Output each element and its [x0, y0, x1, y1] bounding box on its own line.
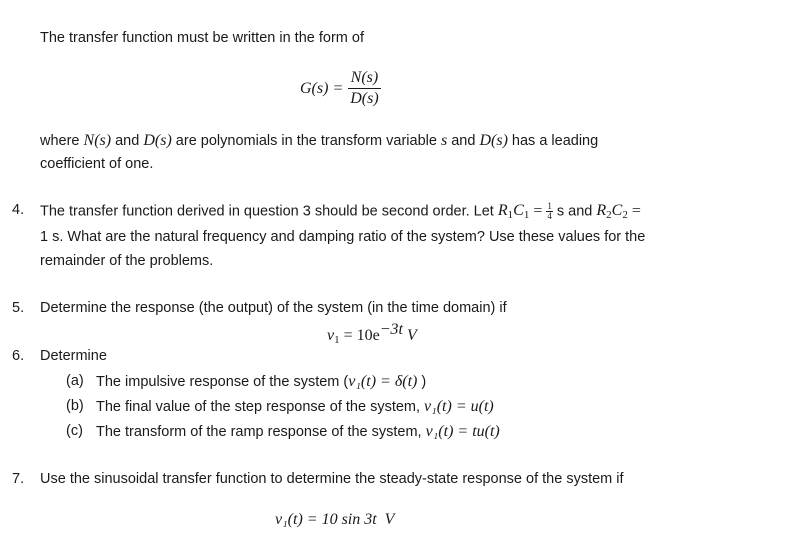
- q6-b-label: (b): [66, 398, 84, 414]
- q4-R2: R: [596, 202, 607, 220]
- q6-c-label: (c): [66, 423, 83, 439]
- where-text-2: and: [111, 133, 144, 149]
- q4-frac-den: 4: [547, 211, 552, 221]
- q4-eq-1: =: [529, 202, 547, 220]
- q4-C2-sub: 2: [622, 209, 628, 222]
- q4-C1: C: [513, 202, 524, 220]
- q4-C1-sub: 1: [523, 209, 530, 222]
- q5-eq-sub: 1: [334, 334, 340, 346]
- q6-text: Determine: [40, 348, 107, 364]
- formula-fraction: [347, 68, 381, 109]
- q5-equation: [327, 321, 417, 346]
- q6-number: 6.: [12, 348, 25, 364]
- where-text-4: and: [447, 133, 480, 149]
- q5-eq-mid: = 10e: [339, 327, 380, 344]
- intro-line-2: [40, 132, 598, 150]
- q4-R1: R: [497, 202, 508, 220]
- q6-a-math: v₁(t) = δ(t): [348, 373, 418, 390]
- q4-R2-sub: 2: [606, 209, 612, 222]
- where-text-5: has a leading: [507, 133, 599, 149]
- q6-a-item: [96, 373, 426, 391]
- q6-a-label: (a): [66, 373, 84, 389]
- formula-numerator: N(s): [348, 68, 382, 89]
- q4-line-3: remainder of the problems.: [40, 253, 214, 269]
- where-Ns: N(s): [83, 132, 112, 149]
- q5-number: 5.: [12, 300, 25, 316]
- q4-line-1: [40, 202, 641, 221]
- where-text-1: where: [40, 133, 84, 149]
- q4-C2: C: [611, 202, 623, 220]
- formula-lhs: G(s) =: [300, 79, 344, 97]
- q4-eq-2: =: [627, 202, 641, 220]
- where-Ds-2: D(s): [479, 132, 508, 149]
- q4-line-2: 1 s. What are the natural frequency and damping ratio of the system? Use these values for the: [40, 229, 646, 245]
- q6-c-math: v₁(t) = tu(t): [425, 423, 500, 440]
- q6-c-text: The transform of the ramp response of the system,: [96, 424, 426, 440]
- q4-R2C2: [596, 202, 628, 222]
- q6-b-item: [96, 398, 494, 416]
- q4-number: 4.: [12, 202, 25, 218]
- q4-frac-num: 1: [547, 201, 552, 211]
- where-s: s: [440, 132, 448, 149]
- q4-text-b: s and: [552, 203, 597, 220]
- formula-denominator: D(s): [350, 90, 379, 107]
- intro-line-3: coefficient of one.: [40, 156, 154, 172]
- where-text-3: are polynomials in the transform variable: [171, 133, 441, 149]
- q6-a-end: ): [417, 374, 427, 390]
- where-Ds: D(s): [143, 132, 172, 149]
- q6-a-text: The impulsive response of the system (: [96, 374, 349, 390]
- q4-R1C1: [497, 202, 530, 222]
- transfer-function-formula: [300, 68, 382, 109]
- q4-R1-sub: 1: [507, 209, 514, 222]
- q6-c-item: [96, 423, 500, 441]
- q7-equation: v₁(t) = 10 sin 3t V: [275, 511, 395, 528]
- q5-eq-unit: V: [402, 327, 417, 344]
- intro-line-1: The transfer function must be written in the form of: [40, 30, 364, 46]
- q5-text: Determine the response (the output) of the system (in the time domain) if: [40, 300, 507, 316]
- q6-b-math: v₁(t) = u(t): [424, 398, 494, 415]
- q7-text: Use the sinusoidal transfer function to determine the steady-state response of the system if: [40, 471, 624, 487]
- q5-eq-v: v: [327, 327, 335, 344]
- q7-number: 7.: [12, 471, 25, 487]
- q4-text-a: The transfer function derived in question 3 should be second order. Let: [40, 203, 498, 220]
- q5-eq-exponent: −3t: [379, 321, 403, 338]
- q6-b-text: The final value of the step response of the system,: [96, 399, 425, 415]
